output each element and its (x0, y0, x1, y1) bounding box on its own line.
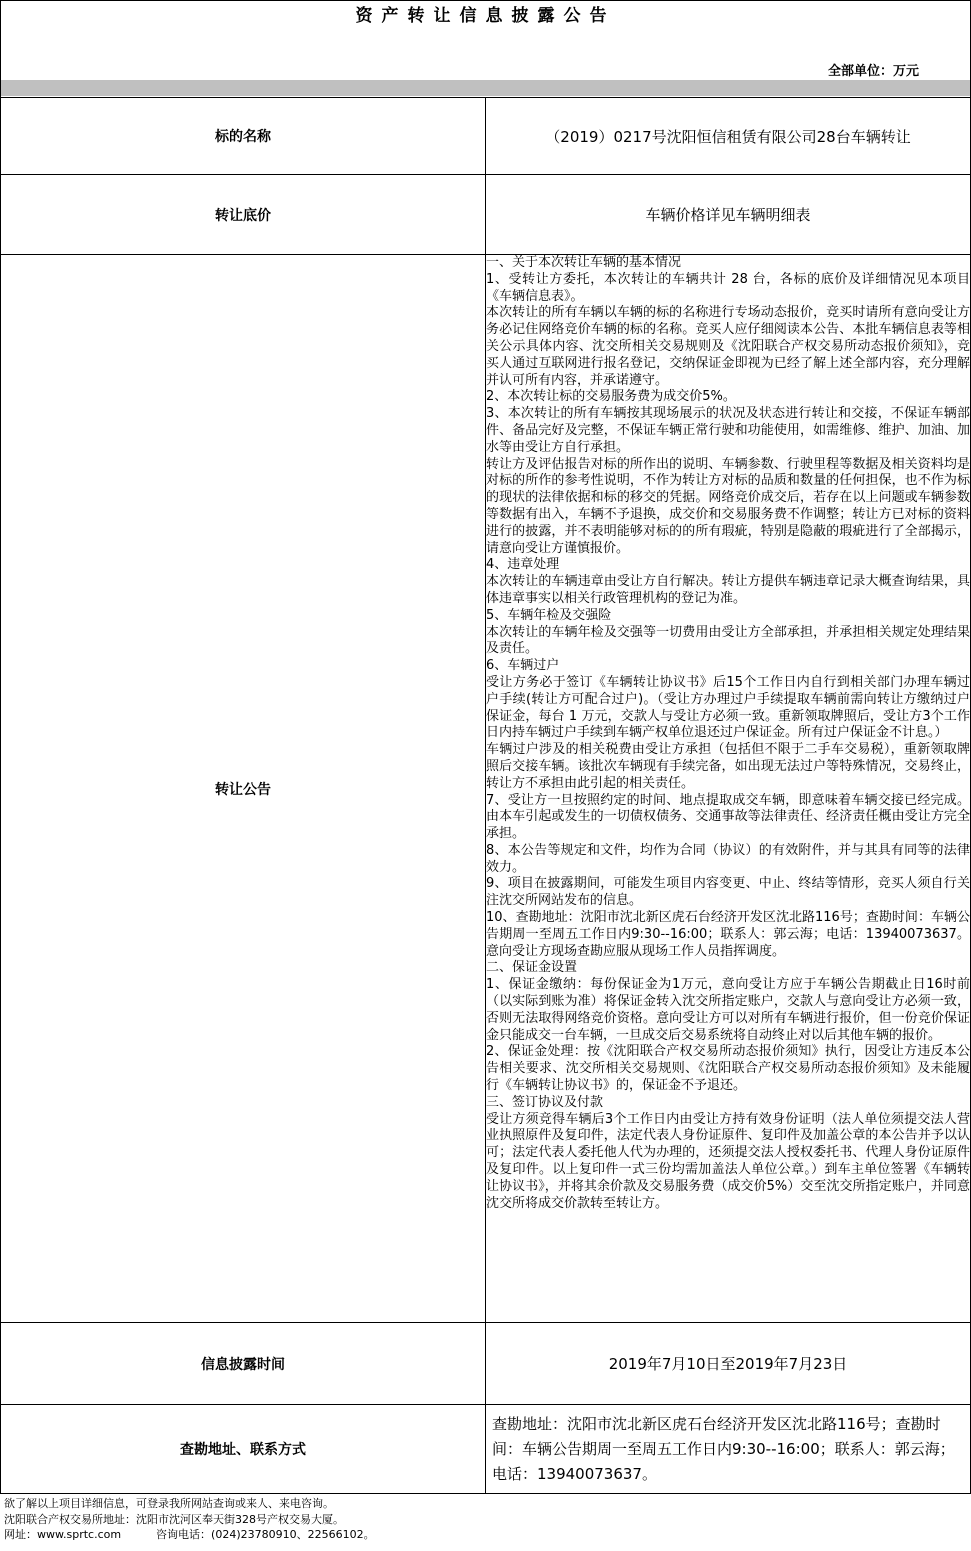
announcement-line: 受让方须竞得车辆后3个工作日内由受让方持有效身份证明（法人单位须提交法人营业执照原件及复印件，法定代表人身份证原件、复印件及加盖公章的本公告并予以认可；法定代表人委托他人代为办理的，还须提交法人授权委托书、代理人身份证原件及复印件。以上复印件一式三份均需加盖法人单位公章。）到车主单位签署《车辆转让协议书》，并将其余价款及交易服务费（成交价5%）交至沈交所指定账户，并同意沈交所将成交价款转至转让方。 (486, 1111, 970, 1211)
page-title: 资产转让信息披露公告 (355, 6, 616, 26)
announcement-line: 9、项目在披露期间，可能发生项目内容变更、中止、终结等情形，竞买人须自行关注沈交所网站发布的信息。 (486, 876, 970, 909)
row-reserve-price (1, 175, 971, 255)
announcement-label: 转让公告 (1, 255, 486, 1323)
announcement-line: 受让方务必于签订《车辆转让协议书》后15个工作日内自行到相关部门办理车辆过户手续(转让方可配合过户)。（受让方办理过户手续提取车辆前需向转让方缴纳过户保证金，每台 1 万元，交款人与受让方必须一致。重新领取牌照后，受让方3个工作日内持车辆过户手续到车辆产权单位退还过户保证金。所有过户保证金不计息。） (486, 674, 970, 741)
announcement-line: 3、本次转让的所有车辆按其现场展示的状况及状态进行转让和交接，不保证车辆部件、备品完好及完整，不保证车辆正常行驶和功能使用，如需维修、维护、加油、加水等由受让方自行承担。 (486, 406, 970, 455)
footer-line-contact (4, 1527, 964, 1543)
footer-line-address: 沈阳联合产权交易所地址：沈阳市沈河区奉天街328号产权交易大厦。 (4, 1512, 344, 1526)
website-label: 网址： (4, 1528, 37, 1541)
announcement-line: 1、保证金缴纳：每份保证金为1万元，意向受让方应于车辆公告期截止日16时前（以实际到账为准）将保证金转入沈交所指定账户，交款人与意向受让方必须一致，否则无法取得网络竞价资格。意向受让方可以对所有车辆进行报价，但一份竞价保证金只能成交一台车辆，一旦成交后交易系统将自动终止对以后其他车辆的报价。 (486, 977, 970, 1043)
reserve-price-label: 转让底价 (1, 175, 486, 255)
announcement-body (486, 255, 971, 1323)
announcement-line: 本次转让的所有车辆以车辆的标的名称进行专场动态报价，竞买时请所有意向受让方务必记住网络竞价车辆的标的名称。竞买人应仔细阅读本公告、本批车辆信息表等相关公示具体内容、沈交所相关交易规则及《沈阳联合产权交易所动态报价须知》，竞买人通过互联网进行报名登记，交纳保证金即视为已经了解上述全部内容，充分理解并认可所有内容，并承诺遵守。 (486, 305, 970, 388)
announcement-line: 8、本公告等规定和文件，均作为合同（协议）的有效附件，并与其具有同等的法律效力。 (486, 842, 970, 875)
announcement-line: 三、签订协议及付款 (486, 1094, 604, 1110)
disclosure-period-value: 2019年7月10日至2019年7月23日 (486, 1323, 971, 1405)
unit-note: 全部单位：万元 (827, 64, 919, 79)
phone-number: (024)23780910、22566102。 (211, 1528, 375, 1541)
phone-label: 咨询电话： (156, 1528, 212, 1541)
announcement-line: 1、受转让方委托，本次转让的车辆共计 28 台，各标的底价及详细情况见本项目《车辆信息表》。 (486, 271, 970, 304)
row-inspection (1, 1405, 971, 1494)
row-subject (1, 98, 971, 175)
disclosure-period-label: 信息披露时间 (1, 1323, 486, 1405)
footer-line-inquiry: 欲了解以上项目详细信息，可登录我所网站查询或来人、来电咨询。 (4, 1497, 334, 1510)
header-gray-band (1, 80, 970, 96)
row-disclosure-period (1, 1323, 971, 1405)
subject-label: 标的名称 (1, 98, 486, 175)
inspection-label: 查勘地址、联系方式 (1, 1405, 486, 1494)
announcement-line: 一、关于本次转让车辆的基本情况 (486, 255, 682, 270)
announcement-line: 2、本次转让标的交易服务费为成交价5%。 (486, 389, 736, 405)
announcement-line: 7、受让方一旦按照约定的时间、地点提取成交车辆，即意味着车辆交接已经完成。由本车引起或发生的一切债权债务、交通事故等法律责任、经济责任概由受让方完全承担。 (486, 792, 970, 842)
inspection-value: 查勘地址：沈阳市沈北新区虎石台经济开发区沈北路116号；查勘时间：车辆公告期周一至周五工作日内9:30--16:00；联系人：郭云海；电话：13940073637。 (486, 1405, 971, 1494)
subject-value: （2019）0217号沈阳恒信租赁有限公司28台车辆转让 (486, 98, 971, 175)
announcement-line: 5、车辆年检及交强险 (486, 607, 612, 623)
announcement-line: 10、查勘地址：沈阳市沈北新区虎石台经济开发区沈北路116号；查勘时间：车辆公告期周一至周五工作日内9:30--16:00；联系人：郭云海；电话：13940073637。意向受让方现场查勘应服从现场工作人员指挥调度。 (486, 910, 970, 959)
announcement-line: 本次转让的车辆年检及交强等一切费用由受让方全部承担，并承担相关规定处理结果及责任。 (486, 624, 970, 657)
announcement-line: 车辆过户涉及的相关税费由受让方承担（包括但不限于二手车交易税），重新领取牌照后交接车辆。该批次车辆现有手续完备，如出现无法过户等特殊情况，交易终止，转让方不承担由此引起的相关责任。 (486, 742, 970, 791)
reserve-price-value: 车辆价格详见车辆明细表 (486, 175, 971, 255)
announcement-line: 2、保证金处理：按《沈阳联合产权交易所动态报价须知》执行，因受让方违反本公告相关要求、沈交所相关交易规则、《沈阳联合产权交易所动态报价须知》及未能履行《车辆转让协议书》的，保证金不予退还。 (486, 1044, 970, 1094)
announcement-line: 转让方及评估报告对标的所作出的说明、车辆参数、行驶里程等数据及相关资料均是对标的所作的参考性说明，不作为转让方对标的品质和数量的任何担保，也不作为标的现状的法律依据和标的移交的凭据。网络竞价成交后，若存在以上问题或车辆参数等数据有出入，车辆不予退换，成交价和交易服务费不作调整；转让方已对标的资料进行的披露，并不表明能够对标的的所有瑕疵，特别是隐蔽的瑕疵进行了全部揭示，请意向受让方谨慎报价。 (486, 456, 970, 556)
announcement-line: 4、违章处理 (486, 557, 560, 573)
footer-notes (4, 1496, 964, 1543)
announcement-line: 二、保证金设置 (486, 960, 578, 976)
row-announcement (1, 255, 971, 1323)
website-link[interactable]: www.sprtc.com (37, 1528, 122, 1541)
announcement-line: 6、车辆过户 (486, 658, 560, 674)
announcement-line: 本次转让的车辆违章由受让方自行解决。转让方提供车辆违章记录大概查询结果，具体违章事实以相关行政管理机构的登记为准。 (486, 574, 970, 606)
